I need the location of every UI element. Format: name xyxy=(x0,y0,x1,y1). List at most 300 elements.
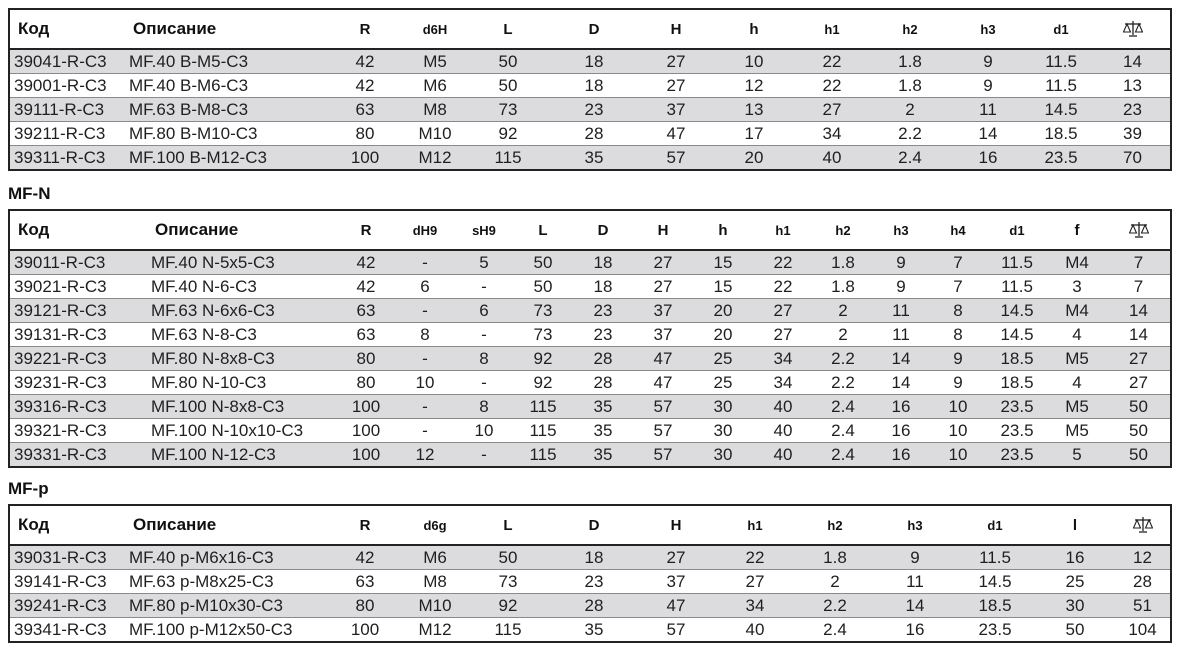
value-cell: 100 xyxy=(337,419,395,443)
value-cell: 2 xyxy=(813,323,873,347)
value-cell: 27 xyxy=(753,323,813,347)
value-cell: 18 xyxy=(551,49,637,74)
value-cell: 35 xyxy=(584,619,604,639)
column-header: L xyxy=(465,9,551,49)
value-cell: - xyxy=(455,371,513,395)
value-cell: 23.5 xyxy=(987,419,1047,443)
column-header: h xyxy=(715,9,793,49)
column-header: L xyxy=(465,505,551,545)
description-cell: MF.80 N-8x8-C3 xyxy=(147,347,337,371)
value-cell: 2 xyxy=(871,98,949,122)
column-header: H xyxy=(637,505,715,545)
value-cell: 18 xyxy=(573,275,633,299)
value-cell: 11.5 xyxy=(987,250,1047,275)
value-cell: 63 xyxy=(337,323,395,347)
value-cell: 18.5 xyxy=(987,347,1047,371)
weight-scale-icon xyxy=(1115,505,1171,545)
value-cell: 35 xyxy=(573,419,633,443)
value-cell: 11.5 xyxy=(987,275,1047,299)
section-title-mf-n: MF-N xyxy=(8,184,51,203)
value-cell: 73 xyxy=(465,98,551,122)
value-cell: 92 xyxy=(513,347,573,371)
value-cell: 9 xyxy=(929,347,987,371)
description-cell: MF.100 B-M12-C3 xyxy=(125,146,325,171)
value-cell: 28 xyxy=(573,347,633,371)
column-header: d1 xyxy=(987,210,1047,250)
value-cell: 57 xyxy=(637,146,715,171)
value-cell: 11.5 xyxy=(1027,74,1095,98)
value-cell: - xyxy=(455,275,513,299)
value-cell: 40 xyxy=(753,395,813,419)
table-row xyxy=(9,618,1171,643)
value-cell: 9 xyxy=(875,545,955,570)
description-cell: MF.63 B-M8-C3 xyxy=(125,98,325,122)
value-cell: - xyxy=(395,299,455,323)
value-cell: 35 xyxy=(573,395,633,419)
value-cell: 16 xyxy=(873,395,929,419)
value-cell: 10 xyxy=(929,419,987,443)
column-header: H xyxy=(637,9,715,49)
value-cell: 40 xyxy=(753,419,813,443)
column-header: d6g xyxy=(405,505,465,545)
value-cell: 3 xyxy=(1047,275,1107,299)
value-cell: 1.8 xyxy=(795,545,875,570)
value-cell: 2.4 xyxy=(823,619,847,639)
value-cell: 4 xyxy=(1047,371,1107,395)
column-header: h3 xyxy=(875,505,955,545)
column-header: h3 xyxy=(873,210,929,250)
value-cell: 30 xyxy=(693,395,753,419)
value-cell: 35 xyxy=(551,146,637,171)
table-row xyxy=(9,443,1171,468)
description-cell: MF.100 N-8x8-C3 xyxy=(147,395,337,419)
value-cell: 34 xyxy=(753,347,813,371)
column-header: Код xyxy=(9,505,125,545)
value-cell: 57 xyxy=(633,419,693,443)
value-cell: M5 xyxy=(1047,347,1107,371)
column-header: D xyxy=(573,210,633,250)
value-cell: 1.8 xyxy=(871,74,949,98)
value-cell: 13 xyxy=(1095,74,1171,98)
value-cell: 28 xyxy=(551,122,637,146)
column-header: Описание xyxy=(147,210,337,250)
value-cell: 27 xyxy=(637,545,715,570)
value-cell: 27 xyxy=(753,299,813,323)
weight-scale-icon xyxy=(1095,9,1171,49)
table-row xyxy=(9,49,1171,74)
header-row xyxy=(9,505,1171,545)
value-cell: 16 xyxy=(949,146,1027,171)
product-code-cell: 39231-R-C3 xyxy=(9,371,147,395)
value-cell: 14.5 xyxy=(1027,98,1095,122)
value-cell: 22 xyxy=(753,275,813,299)
product-code-cell: 39031-R-C3 xyxy=(9,545,125,570)
value-cell: 11 xyxy=(873,323,929,347)
product-code-cell: 39321-R-C3 xyxy=(9,419,147,443)
value-cell: 25 xyxy=(1035,570,1115,594)
value-cell: 63 xyxy=(337,299,395,323)
description-cell: MF.63 N-6x6-C3 xyxy=(147,299,337,323)
column-header: R xyxy=(325,9,405,49)
value-cell: 22 xyxy=(753,250,813,275)
value-cell: 9 xyxy=(873,275,929,299)
value-cell: 40 xyxy=(745,619,765,639)
description-cell: MF.63 p-M8x25-C3 xyxy=(125,570,325,594)
value-cell: 27 xyxy=(633,275,693,299)
value-cell: M4 xyxy=(1047,299,1107,323)
column-header: l xyxy=(1035,505,1115,545)
value-cell: 37 xyxy=(633,299,693,323)
value-cell: 47 xyxy=(637,594,715,618)
value-cell: 2 xyxy=(813,299,873,323)
value-cell: 8 xyxy=(929,323,987,347)
value-cell: 12 xyxy=(395,443,455,468)
column-header: R xyxy=(325,505,405,545)
column-header: h xyxy=(693,210,753,250)
column-header: f xyxy=(1047,210,1107,250)
description-cell: MF.100 p-M12x50-C3 xyxy=(129,619,293,639)
section-title-mf-p: MF-p xyxy=(8,479,49,498)
product-code-cell: 39001-R-C3 xyxy=(9,74,125,98)
table-row xyxy=(9,74,1171,98)
value-cell: 27 xyxy=(793,98,871,122)
product-code-cell: 39221-R-C3 xyxy=(9,347,147,371)
value-cell: 47 xyxy=(637,122,715,146)
value-cell: 27 xyxy=(637,49,715,74)
value-cell: 104 xyxy=(1128,619,1157,639)
product-code-cell: 39021-R-C3 xyxy=(9,275,147,299)
column-header: h3 xyxy=(949,9,1027,49)
description-cell: MF.40 N-6-C3 xyxy=(147,275,337,299)
value-cell: 8 xyxy=(395,323,455,347)
column-header: h2 xyxy=(813,210,873,250)
value-cell: 18.5 xyxy=(955,594,1035,618)
description-cell: MF.80 N-10-C3 xyxy=(147,371,337,395)
value-cell: 115 xyxy=(513,443,573,468)
value-cell: 57 xyxy=(633,395,693,419)
value-cell: 115 xyxy=(513,419,573,443)
value-cell: 25 xyxy=(693,347,753,371)
value-cell: 10 xyxy=(395,371,455,395)
value-cell: 14.5 xyxy=(987,323,1047,347)
value-cell: M5 xyxy=(1047,419,1107,443)
value-cell: 23.5 xyxy=(1027,146,1095,171)
value-cell: 18 xyxy=(551,74,637,98)
product-code-cell: 39316-R-C3 xyxy=(9,395,147,419)
table-row xyxy=(9,323,1171,347)
product-code-cell: 39041-R-C3 xyxy=(9,49,125,74)
table-row xyxy=(9,570,1171,594)
value-cell: 12 xyxy=(1115,545,1171,570)
column-header: h2 xyxy=(871,9,949,49)
value-cell: 50 xyxy=(465,74,551,98)
value-cell: 50 xyxy=(1065,619,1085,639)
value-cell: 8 xyxy=(455,347,513,371)
value-cell: 28 xyxy=(551,594,637,618)
value-cell: 6 xyxy=(455,299,513,323)
value-cell: 22 xyxy=(793,49,871,74)
column-header: h1 xyxy=(793,9,871,49)
value-cell: 63 xyxy=(325,98,405,122)
value-cell: 22 xyxy=(793,74,871,98)
value-cell: 28 xyxy=(573,371,633,395)
value-cell: 14 xyxy=(873,347,929,371)
value-cell: 7 xyxy=(929,275,987,299)
value-cell: M10 xyxy=(405,122,465,146)
value-cell: 100 xyxy=(350,619,380,639)
value-cell: M10 xyxy=(405,594,465,618)
value-cell: 9 xyxy=(929,371,987,395)
spec-table-mf-p xyxy=(8,504,1172,643)
value-cell: 73 xyxy=(513,323,573,347)
value-cell: 34 xyxy=(715,594,795,618)
value-cell: 42 xyxy=(337,275,395,299)
value-cell: 8 xyxy=(929,299,987,323)
header-row xyxy=(9,210,1171,250)
value-cell: 40 xyxy=(793,146,871,171)
value-cell: 1.8 xyxy=(813,275,873,299)
value-cell: 23 xyxy=(551,98,637,122)
value-cell: 25 xyxy=(693,371,753,395)
value-cell: 73 xyxy=(513,299,573,323)
value-cell: - xyxy=(395,347,455,371)
value-cell: 23.5 xyxy=(987,443,1047,468)
value-cell: 2.4 xyxy=(813,443,873,468)
value-cell: M5 xyxy=(405,49,465,74)
value-cell: 80 xyxy=(337,347,395,371)
description-cell: MF.80 p-M10x30-C3 xyxy=(125,594,325,618)
value-cell: - xyxy=(455,323,513,347)
value-cell: 37 xyxy=(637,570,715,594)
value-cell: 28 xyxy=(1115,570,1171,594)
value-cell: 14 xyxy=(1107,299,1171,323)
value-cell: 73 xyxy=(465,570,551,594)
value-cell: 23 xyxy=(1095,98,1171,122)
value-cell: 63 xyxy=(325,570,405,594)
column-header: Описание xyxy=(125,505,325,545)
value-cell: 115 xyxy=(465,146,551,171)
value-cell: 17 xyxy=(715,122,793,146)
value-cell: 11.5 xyxy=(1027,49,1095,74)
value-cell: 2.2 xyxy=(871,122,949,146)
value-cell: 51 xyxy=(1115,594,1171,618)
spec-table-mf-n xyxy=(8,209,1172,468)
value-cell: 42 xyxy=(325,74,405,98)
table-row xyxy=(9,250,1171,275)
value-cell: 50 xyxy=(465,545,551,570)
value-cell: 12 xyxy=(715,74,793,98)
value-cell: 115 xyxy=(494,619,522,639)
value-cell: 2.4 xyxy=(871,146,949,171)
product-code-cell: 39121-R-C3 xyxy=(9,299,147,323)
product-code-cell: 39331-R-C3 xyxy=(9,443,147,468)
value-cell: 16 xyxy=(1035,545,1115,570)
column-header: Описание xyxy=(125,9,325,49)
value-cell: 80 xyxy=(325,594,405,618)
value-cell: 37 xyxy=(633,323,693,347)
value-cell: 50 xyxy=(465,49,551,74)
value-cell: 11 xyxy=(949,98,1027,122)
value-cell: 57 xyxy=(666,619,686,639)
value-cell: 80 xyxy=(325,122,405,146)
value-cell: 4 xyxy=(1047,323,1107,347)
column-header: R xyxy=(337,210,395,250)
value-cell: 7 xyxy=(1107,275,1171,299)
value-cell: 14 xyxy=(875,594,955,618)
product-code-cell: 39011-R-C3 xyxy=(9,250,147,275)
column-header: h4 xyxy=(929,210,987,250)
value-cell: 14 xyxy=(873,371,929,395)
value-cell: 80 xyxy=(337,371,395,395)
value-cell: 8 xyxy=(455,395,513,419)
product-code-cell: 39131-R-C3 xyxy=(9,323,147,347)
value-cell: 10 xyxy=(715,49,793,74)
value-cell: 50 xyxy=(1107,443,1171,468)
value-cell: 9 xyxy=(949,49,1027,74)
value-cell: 14 xyxy=(1095,49,1171,74)
value-cell: 23 xyxy=(573,299,633,323)
value-cell: 27 xyxy=(1107,347,1171,371)
table-row xyxy=(9,395,1171,419)
column-header: h1 xyxy=(753,210,813,250)
value-cell: M8 xyxy=(405,570,465,594)
product-code-cell: 39141-R-C3 xyxy=(9,570,125,594)
value-cell: 42 xyxy=(325,49,405,74)
value-cell: 50 xyxy=(1107,419,1171,443)
product-code-cell: 39241-R-C3 xyxy=(9,594,125,618)
value-cell: 27 xyxy=(715,570,795,594)
value-cell: 1.8 xyxy=(813,250,873,275)
table-row xyxy=(9,419,1171,443)
value-cell: - xyxy=(395,419,455,443)
description-cell: MF.40 N-5x5-C3 xyxy=(147,250,337,275)
value-cell: 2.2 xyxy=(813,371,873,395)
product-code-cell: 39211-R-C3 xyxy=(9,122,125,146)
value-cell: 30 xyxy=(693,443,753,468)
description-cell: MF.100 N-10x10-C3 xyxy=(147,419,337,443)
value-cell: M4 xyxy=(1047,250,1107,275)
value-cell: 1.8 xyxy=(871,49,949,74)
column-header: H xyxy=(633,210,693,250)
value-cell: 15 xyxy=(693,250,753,275)
value-cell: 23.5 xyxy=(978,619,1012,639)
column-header: sH9 xyxy=(455,210,513,250)
value-cell: 30 xyxy=(693,419,753,443)
value-cell: 10 xyxy=(929,395,987,419)
value-cell: M8 xyxy=(405,98,465,122)
column-header: dH9 xyxy=(395,210,455,250)
value-cell: 42 xyxy=(337,250,395,275)
table-row xyxy=(9,545,1171,570)
value-cell: 92 xyxy=(465,594,551,618)
value-cell: 70 xyxy=(1095,146,1171,171)
description-cell: MF.63 N-8-C3 xyxy=(147,323,337,347)
value-cell: 27 xyxy=(1107,371,1171,395)
value-cell: 10 xyxy=(455,419,513,443)
value-cell: 14 xyxy=(949,122,1027,146)
column-header: d1 xyxy=(955,505,1035,545)
value-cell: 50 xyxy=(1107,395,1171,419)
value-cell: 39 xyxy=(1095,122,1171,146)
value-cell: 14.5 xyxy=(955,570,1035,594)
product-code-cell: 39311-R-C3 xyxy=(9,146,125,171)
value-cell: 50 xyxy=(513,275,573,299)
description-cell: MF.80 B-M10-C3 xyxy=(125,122,325,146)
value-cell: 18 xyxy=(551,545,637,570)
column-header: Код xyxy=(9,9,125,49)
value-cell: 34 xyxy=(753,371,813,395)
column-header: d1 xyxy=(1027,9,1095,49)
value-cell: 11 xyxy=(875,570,955,594)
table-row xyxy=(9,299,1171,323)
value-cell: 18.5 xyxy=(1027,122,1095,146)
value-cell: 20 xyxy=(693,323,753,347)
column-header: D xyxy=(551,505,637,545)
value-cell: 16 xyxy=(905,619,925,639)
value-cell: 27 xyxy=(637,74,715,98)
value-cell: 10 xyxy=(929,443,987,468)
value-cell: 115 xyxy=(513,395,573,419)
value-cell: 35 xyxy=(573,443,633,468)
value-cell: 92 xyxy=(465,122,551,146)
table-row xyxy=(9,371,1171,395)
value-cell: 18 xyxy=(573,250,633,275)
value-cell: 11.5 xyxy=(955,545,1035,570)
value-cell: 9 xyxy=(949,74,1027,98)
value-cell: 7 xyxy=(929,250,987,275)
value-cell: 2.4 xyxy=(813,419,873,443)
value-cell: 2.2 xyxy=(813,347,873,371)
value-cell: M5 xyxy=(1047,395,1107,419)
value-cell: 20 xyxy=(693,299,753,323)
column-header: L xyxy=(513,210,573,250)
value-cell: 50 xyxy=(513,250,573,275)
value-cell: M6 xyxy=(405,545,465,570)
value-cell: 100 xyxy=(337,395,395,419)
value-cell: 57 xyxy=(633,443,693,468)
table-row xyxy=(9,275,1171,299)
value-cell: 100 xyxy=(325,146,405,171)
value-cell: 23 xyxy=(551,570,637,594)
value-cell: 11 xyxy=(873,299,929,323)
table-section-mf-b xyxy=(8,8,1172,171)
value-cell: 100 xyxy=(337,443,395,468)
product-code-cell: 39341-R-C3 xyxy=(14,619,107,639)
value-cell: 18.5 xyxy=(987,371,1047,395)
header-row xyxy=(9,9,1171,49)
value-cell: 2 xyxy=(795,570,875,594)
value-cell: 6 xyxy=(395,275,455,299)
value-cell: 20 xyxy=(715,146,793,171)
value-cell: M12 xyxy=(405,146,465,171)
column-header: d6H xyxy=(405,9,465,49)
value-cell: 14.5 xyxy=(987,299,1047,323)
value-cell: 9 xyxy=(873,250,929,275)
table-row xyxy=(9,122,1171,146)
value-cell: 15 xyxy=(693,275,753,299)
value-cell: 27 xyxy=(633,250,693,275)
value-cell: 5 xyxy=(455,250,513,275)
value-cell: 7 xyxy=(1107,250,1171,275)
value-cell: - xyxy=(395,250,455,275)
spec-table-mf-b xyxy=(8,8,1172,171)
table-section-mf-p xyxy=(8,504,1172,643)
value-cell: 34 xyxy=(793,122,871,146)
value-cell: 40 xyxy=(753,443,813,468)
description-cell: MF.100 N-12-C3 xyxy=(147,443,337,468)
column-header: D xyxy=(551,9,637,49)
product-code-cell: 39111-R-C3 xyxy=(9,98,125,122)
